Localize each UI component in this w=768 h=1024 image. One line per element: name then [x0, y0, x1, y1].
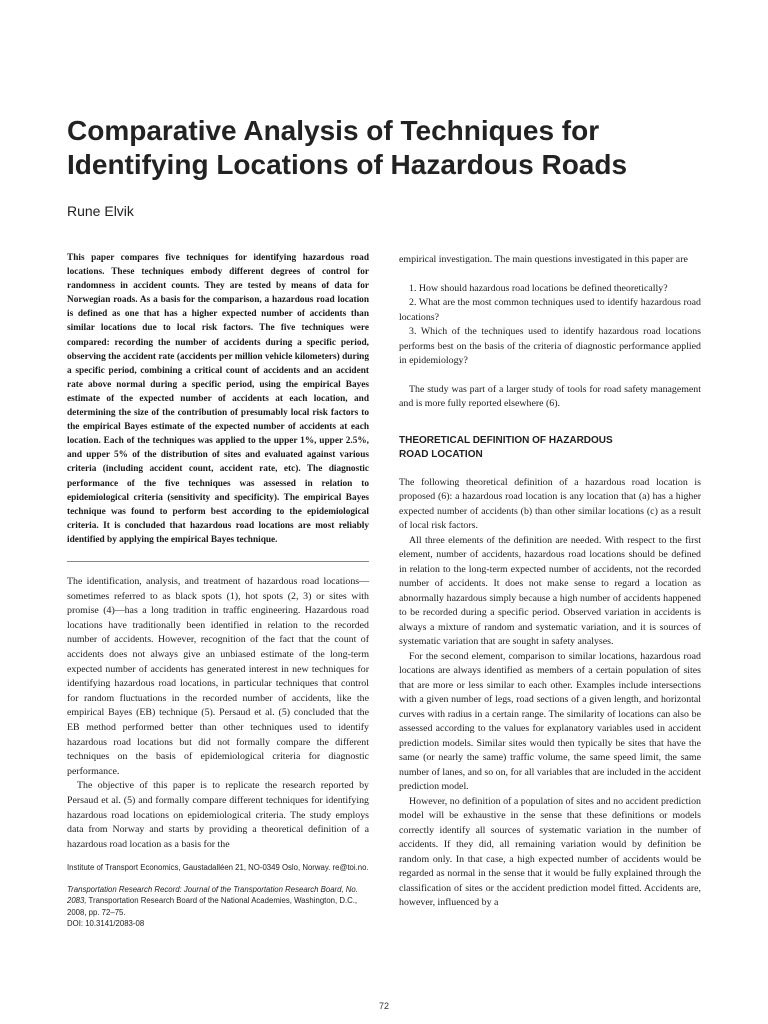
page-number: 72 [378, 1001, 389, 1011]
left-column-body [67, 575, 369, 852]
objective-paragraph: The objective of this paper is to replicate the research reported by Persaud et al. (5) and formally compare different techniques for identifying hazardous road locations on epidemiological criteria. The study employs data from Norway and starts by providing a theoretical definition of a hazardous road location as a basis for the [67, 780, 369, 850]
right-column-body [399, 253, 701, 911]
doi: DOI: 10.3141/2083-08 [67, 919, 145, 928]
body-paragraph: However, no definition of a population of sites and no accident prediction model will be exhaustive in the sense that these definitions or models correctly identify all sources of systematic variation in the number of accidents. If they did, all remaining variation would by definition be random only. In that case, a high expected number of accidents would be regarded as normal in the sense that it would be fully explained through the classification of sites or the accident prediction model fitted. Accidents are, however, influenced by a [399, 795, 701, 908]
body-paragraph: For the second element, comparison to similar locations, hazardous road locations are always identified as members of a certain population of sites that are more or less similar to each other. Examples include intersections with a given number of legs, road sections of a given length, and horizontal curves with radius in a certain range. The similarity of locations can also be assessed according to the values for explanatory variables used in accident prediction models. Similar sites would then typically be sites that have the same (or nearly the same) traffic volume, the same speed limit, the same number of lanes, and so on, for all variables that are included in the accident prediction model. [399, 650, 701, 792]
body-paragraph: All three elements of the definition are needed. With respect to the first element, number of accidents, hazardous road locations should be defined in relation to the long-term expected number of accidents, not the recorded number of accidents. It does not make sense to regard a location as abnormally hazardous simply because a high number of accidents happened to be recorded during a specific period. Observed variation in accidents is always a mixture of random and systematic variation, and it is sources of systematic variation that are sought in safety analyses. [399, 534, 701, 647]
citation-info [67, 884, 369, 919]
intro-paragraph: The identification, analysis, and treatment of hazardous road locations—sometimes referred to as black spots (1), hot spots (2, 3) or sites with promise (4)—has a long tradition in traffic engineering. Hazardous road locations have traditionally been identified in relation to the recorded number of accidents. However, recognition of the fact that the count of accidents does not always give an unbiased estimate of the long-term expected number of accidents has generated interest in new techniques for identifying hazardous road locations, in particular techniques that control for random fluctuations in the recorded number of accidents, like the empirical Bayes (EB) technique (5). Persaud et al. (5) concluded that the EB method performed better than other techniques used to identify hazardous road locations but did not formally compare the different techniques on the basis of epidemiological criteria for diagnostic performance. [67, 576, 369, 777]
section-heading-line: THEORETICAL DEFINITION OF HAZARDOUS [399, 434, 613, 446]
author-affiliation: Institute of Transport Economics, Gaustadalléen 21, NO-0349 Oslo, Norway. re@toi.no. [67, 863, 369, 872]
section-heading [399, 434, 701, 462]
journal-name: Transportation Research Record: Journal of the Transportation Research Board, No. 2083, [67, 884, 358, 905]
definition-paragraph: The following theoretical definition of a hazardous road location is proposed (6): a hazardous road location is any location that (a) has a higher expected number of accidents (b) than other similar locations (c) as a result of local risk factors. [399, 476, 701, 531]
study-note: The study was part of a larger study of tools for road safety management and is more fully reported elsewhere (6). [399, 383, 701, 409]
citation-details: Transportation Research Board of the National Academies, Washington, D.C., 2008, pp. 72–75. [67, 896, 358, 917]
continued-paragraph: empirical investigation. The main questions investigated in this paper are [399, 254, 688, 265]
footnote-block [67, 862, 369, 930]
question-item: 1. How should hazardous road locations be defined theoretically? [409, 282, 668, 294]
research-questions [399, 282, 701, 369]
paper-title: Comparative Analysis of Techniques for Identifying Locations of Hazardous Roads [67, 115, 628, 180]
question-item: 3. Which of the techniques used to identify hazardous road locations performs best on the basis of the criteria of diagnostic performance applied in epidemiology? [399, 326, 701, 366]
author-name: Rune Elvik [67, 203, 134, 219]
abstract: This paper compares five techniques for identifying hazardous road locations. These techniques embody different degrees of control for randomness in accident counts. They are tested by means of data for Norwegian roads. As a basis for the comparison, a hazardous road location is defined as one that has a higher expected number of accidents than similar locations due to local risk factors. The five techniques were compared: recording the number of accidents during a specific period, observing the accident rate (accidents per million vehicle kilometers) during a specific period, combining a critical count of accidents and an accident rate above normal during a specific period, using the empirical Bayes estimate of the expected number of accidents at each location, and determining the size of the contribution of presumably local risk factors to the empirical Bayes estimate of the expected number of accidents at each location. Each of the techniques was applied to the upper 1%, upper 2.5%, and upper 5% of the distribution of sites and evaluated against various criteria (including accident count, accident rate, etc). The diagnostic performance of the five techniques was assessed in relation to epidemiological criteria (sensitivity and specificity). The empirical Bayes technique was found to perform best according to the epidemiological criteria. It is concluded that hazardous road locations are most reliably identified by applying the empirical Bayes technique. [67, 253, 369, 545]
abstract-divider [67, 561, 369, 562]
section-heading-line: ROAD LOCATION [399, 448, 483, 460]
question-item: 2. What are the most common techniques used to identify hazardous road locations? [399, 297, 701, 323]
